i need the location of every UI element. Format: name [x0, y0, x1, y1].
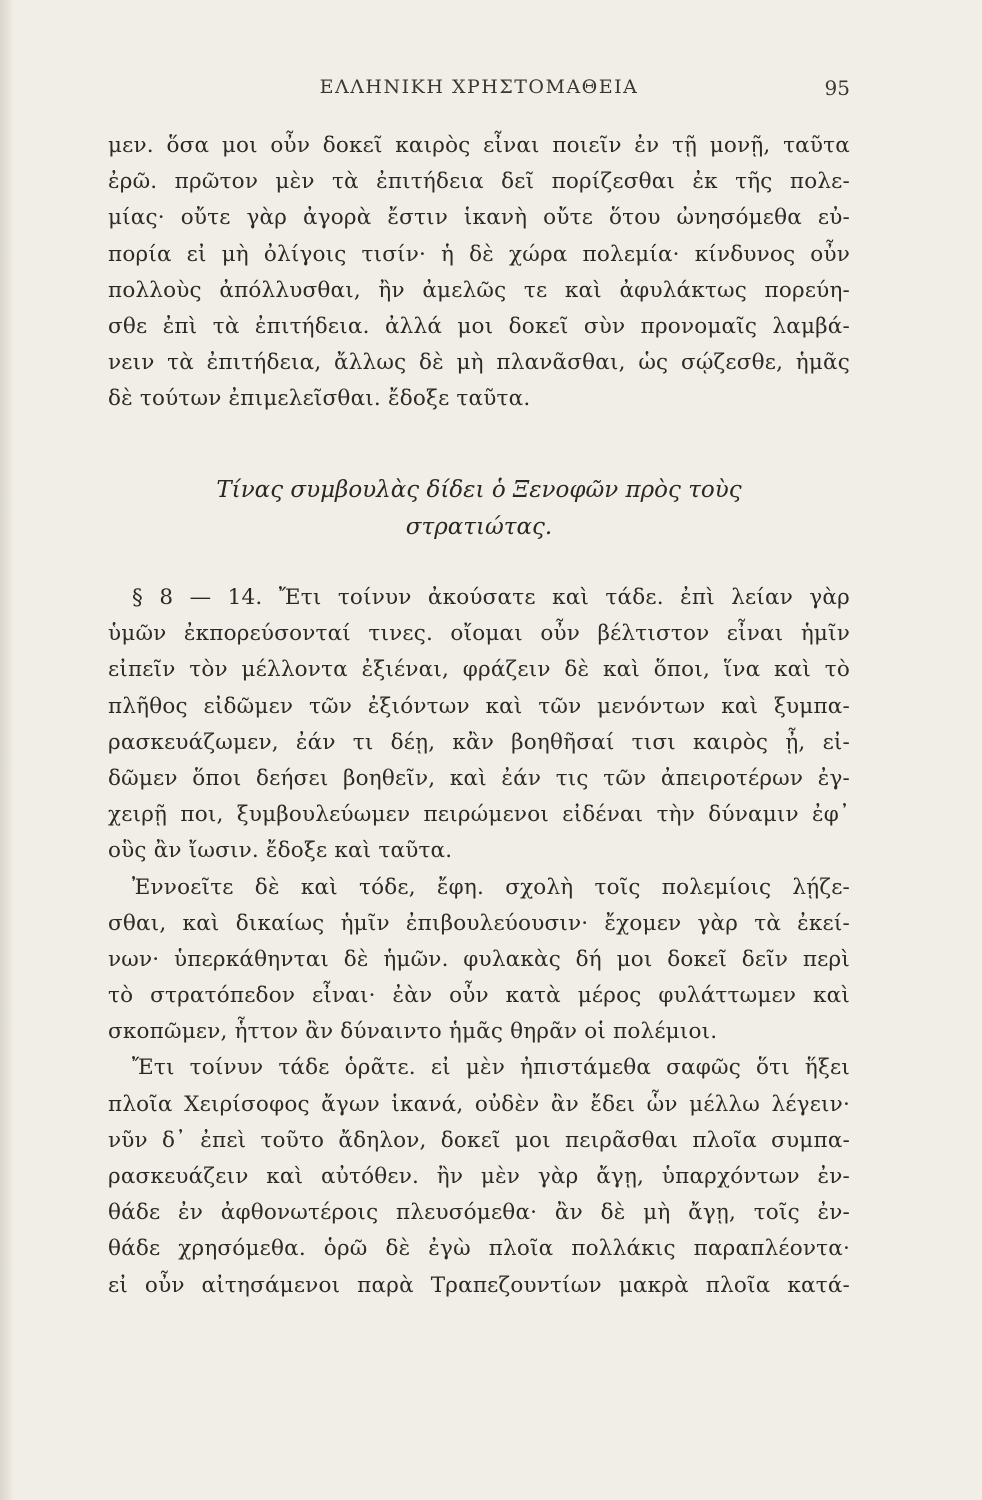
text-line: Ἐννοεῖτε δὲ καὶ τόδε, ἔφη. σχολὴ τοῖς πολεμίοις λῄζε- — [132, 874, 850, 900]
text-line: θάδε ἐν ἀφθονωτέροις πλευσόμεθα· ἂν δὲ μὴ ἄγῃ, τοῖς ἐν- — [108, 1200, 850, 1226]
body-text — [108, 580, 850, 1304]
text-line: τὸ στρατόπεδον εἶναι· ἐὰν οὖν κατὰ μέρος φυλάττωμεν καὶ — [108, 983, 850, 1009]
section-heading-line-2: στρατιώτας. — [405, 514, 553, 540]
text-line: § 8 — 14. Ἔτι τοίνυν ἀκούσατε καὶ τάδε. ἐπὶ λείαν γὰρ — [132, 585, 850, 610]
text-line: εἰ οὖν αἰτησάμενοι παρὰ Τραπεζουντίων μακρὰ πλοῖα κατά- — [108, 1272, 850, 1298]
text-line: μίας· οὔτε γὰρ ἀγορὰ ἔστιν ἱκανὴ οὔτε ὅτου ὠνησόμεθα εὐ- — [108, 205, 850, 231]
text-line: ὑμῶν ἐκπορεύσονταί τινες. οἴομαι οὖν βέλτιστον εἶναι ἡμῖν — [108, 621, 850, 647]
text-line: μεν. ὅσα μοι οὖν δοκεῖ καιρὸς εἶναι ποιεῖν ἐν τῇ μονῇ, ταῦτα — [108, 133, 850, 158]
paragraph-3 — [108, 870, 850, 1051]
running-head-title: ΕΛΛΗΝΙΚΗ ΧΡΗΣΤΟΜΑΘΕΙΑ — [319, 76, 639, 98]
text-line: χειρῇ ποι, ξυμβουλεύωμεν πειρώμενοι εἰδέναι τὴν δύναμιν ἐφ᾽ — [108, 802, 850, 828]
text-line: ρασκευάζωμεν, ἐάν τι δέῃ, κἂν βοηθῆσαί τισι καιρὸς ᾖ, εἰ- — [108, 729, 850, 755]
text-line: σθαι, καὶ δικαίως ἡμῖν ἐπιβουλεύουσιν· ἔχομεν γὰρ τὰ ἐκεί- — [108, 910, 850, 936]
paragraph-1 — [108, 128, 850, 418]
section-heading — [108, 472, 850, 546]
section-heading-line-1: Τίνας συμβουλὰς δίδει ὁ Ξενοφῶν πρὸς τοὺς — [216, 477, 742, 503]
paragraph-2 — [108, 580, 850, 870]
text-line: σθε ἐπὶ τὰ ἐπιτήδεια. ἀλλά μοι δοκεῖ σὺν προνομαῖς λαμβά- — [108, 313, 850, 339]
text-line: δῶμεν ὅποι δεήσει βοηθεῖν, καὶ ἐάν τις τῶν ἀπειροτέρων ἐγ- — [108, 765, 850, 791]
text-line: Ἔτι τοίνυν τάδε ὁρᾶτε. εἰ μὲν ἠπιστάμεθα σαφῶς ὅτι ἥξει — [132, 1055, 850, 1081]
text-line: πολλοὺς ἀπόλλυσθαι, ἢν ἀμελῶς τε καὶ ἀφυλάκτως πορεύη- — [108, 277, 850, 303]
text-line: νων· ὑπερκάθηνται δὲ ἡμῶν. φυλακὰς δή μοι δοκεῖ δεῖν περὶ — [108, 946, 850, 972]
text-line: νῦν δ᾽ ἐπεὶ τοῦτο ἄδηλον, δοκεῖ μοι πειρᾶσθαι πλοῖα συμπα- — [108, 1127, 850, 1153]
running-head — [108, 76, 850, 106]
text-line: σκοπῶμεν, ἧττον ἂν δύναιντο ἡμᾶς θηρᾶν οἱ πολέμιοι. — [108, 1019, 718, 1045]
text-line: πλῆθος εἰδῶμεν τῶν ἐξιόντων καὶ τῶν μενόντων καὶ ξυμπα- — [108, 693, 850, 719]
paragraph-4 — [108, 1050, 850, 1303]
text-line: εἰπεῖν τὸν μέλλοντα ἐξιέναι, φράζειν δὲ καὶ ὅποι, ἵνα καὶ τὸ — [108, 657, 850, 683]
page-edge-shadow — [0, 0, 14, 1500]
page-number: 95 — [824, 76, 850, 100]
text-line: πλοῖα Χειρίσοφος ἄγων ἱκανά, οὐδὲν ἂν ἔδει ὧν μέλλω λέγειν· — [108, 1091, 850, 1117]
text-line: ἐρῶ. πρῶτον μὲν τὰ ἐπιτήδεια δεῖ πορίζεσθαι ἐκ τῆς πολε- — [108, 169, 850, 195]
text-line: δὲ τούτων ἐπιμελεῖσθαι. ἔδοξε ταῦτα. — [108, 386, 531, 412]
text-line: ρασκευάζειν καὶ αὐτόθεν. ἢν μὲν γὰρ ἄγῃ, ὑπαρχόντων ἐν- — [108, 1164, 850, 1189]
text-line: οὓς ἂν ἴωσιν. ἔδοξε καὶ ταῦτα. — [108, 838, 453, 864]
text-line: νειν τὰ ἐπιτήδεια, ἄλλως δὲ μὴ πλανᾶσθαι, ὡς σῴζεσθε, ἡμᾶς — [108, 350, 850, 376]
text-line: θάδε χρησόμεθα. ὁρῶ δὲ ἐγὼ πλοῖα πολλάκις παραπλέοντα· — [108, 1236, 850, 1262]
text-line: πορία εἰ μὴ ὀλίγοις τισίν· ἡ δὲ χώρα πολεμία· κίνδυνος οὖν — [108, 241, 850, 267]
